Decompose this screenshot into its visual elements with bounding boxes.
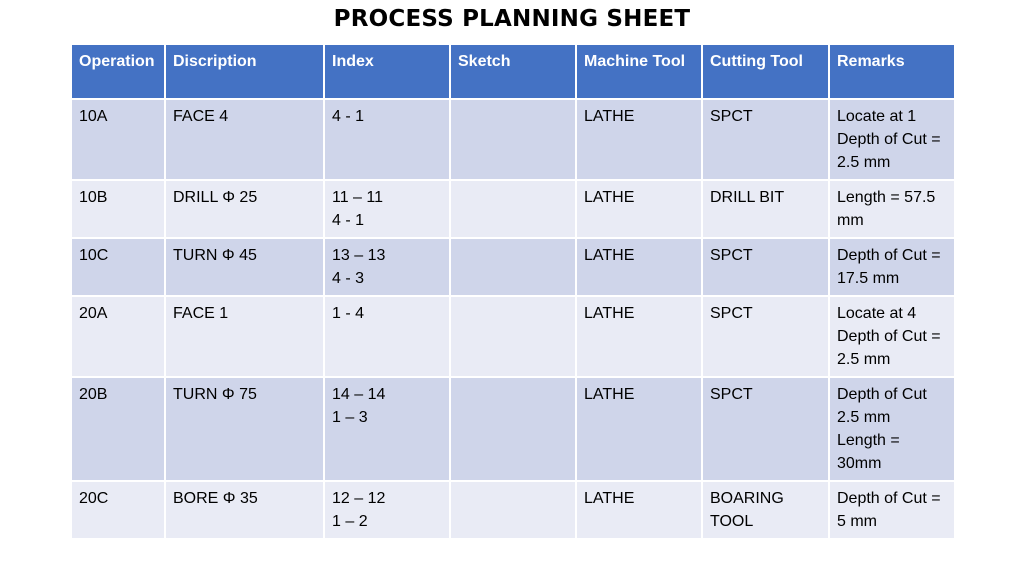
cell-description: BORE Φ 35 <box>165 481 324 539</box>
cell-sketch <box>450 377 576 481</box>
cell-operation: 20C <box>71 481 165 539</box>
cell-sketch <box>450 296 576 377</box>
cell-sketch <box>450 481 576 539</box>
cell-remarks: Depth of Cut = 5 mm <box>829 481 955 539</box>
header-machine-tool: Machine Tool <box>576 44 702 99</box>
table-row <box>71 238 955 296</box>
cell-operation: 20B <box>71 377 165 481</box>
cell-machine-tool: LATHE <box>576 99 702 180</box>
cell-index: 12 – 12 1 – 2 <box>324 481 450 539</box>
cell-machine-tool: LATHE <box>576 296 702 377</box>
table-row <box>71 180 955 238</box>
table-row <box>71 99 955 180</box>
cell-description: DRILL Φ 25 <box>165 180 324 238</box>
cell-description: FACE 4 <box>165 99 324 180</box>
cell-index: 13 – 13 4 - 3 <box>324 238 450 296</box>
cell-remarks: Locate at 4 Depth of Cut = 2.5 mm <box>829 296 955 377</box>
cell-sketch <box>450 99 576 180</box>
cell-sketch <box>450 238 576 296</box>
cell-remarks: Locate at 1 Depth of Cut = 2.5 mm <box>829 99 955 180</box>
cell-remarks: Depth of Cut = 17.5 mm <box>829 238 955 296</box>
cell-cutting-tool: SPCT <box>702 238 829 296</box>
table-row <box>71 481 955 539</box>
table-row <box>71 296 955 377</box>
cell-index: 11 – 11 4 - 1 <box>324 180 450 238</box>
cell-description: FACE 1 <box>165 296 324 377</box>
cell-machine-tool: LATHE <box>576 180 702 238</box>
cell-operation: 20A <box>71 296 165 377</box>
header-sketch: Sketch <box>450 44 576 99</box>
cell-cutting-tool: BOARING TOOL <box>702 481 829 539</box>
cell-operation: 10A <box>71 99 165 180</box>
cell-description: TURN Φ 75 <box>165 377 324 481</box>
header-index: Index <box>324 44 450 99</box>
process-planning-table <box>70 43 956 540</box>
page-title: PROCESS PLANNING SHEET <box>333 6 691 32</box>
cell-cutting-tool: DRILL BIT <box>702 180 829 238</box>
header-operation: Operation <box>71 44 165 99</box>
cell-cutting-tool: SPCT <box>702 377 829 481</box>
cell-index: 14 – 14 1 – 3 <box>324 377 450 481</box>
header-remarks: Remarks <box>829 44 955 99</box>
cell-sketch <box>450 180 576 238</box>
header-row <box>71 44 955 99</box>
cell-cutting-tool: SPCT <box>702 99 829 180</box>
cell-machine-tool: LATHE <box>576 481 702 539</box>
cell-machine-tool: LATHE <box>576 238 702 296</box>
table-row <box>71 377 955 481</box>
header-cutting-tool: Cutting Tool <box>702 44 829 99</box>
cell-index: 1 - 4 <box>324 296 450 377</box>
cell-remarks: Depth of Cut 2.5 mm Length = 30mm <box>829 377 955 481</box>
cell-description: TURN Φ 45 <box>165 238 324 296</box>
header-description: Discription <box>165 44 324 99</box>
cell-index: 4 - 1 <box>324 99 450 180</box>
cell-operation: 10C <box>71 238 165 296</box>
cell-machine-tool: LATHE <box>576 377 702 481</box>
cell-operation: 10B <box>71 180 165 238</box>
cell-cutting-tool: SPCT <box>702 296 829 377</box>
cell-remarks: Length = 57.5 mm <box>829 180 955 238</box>
